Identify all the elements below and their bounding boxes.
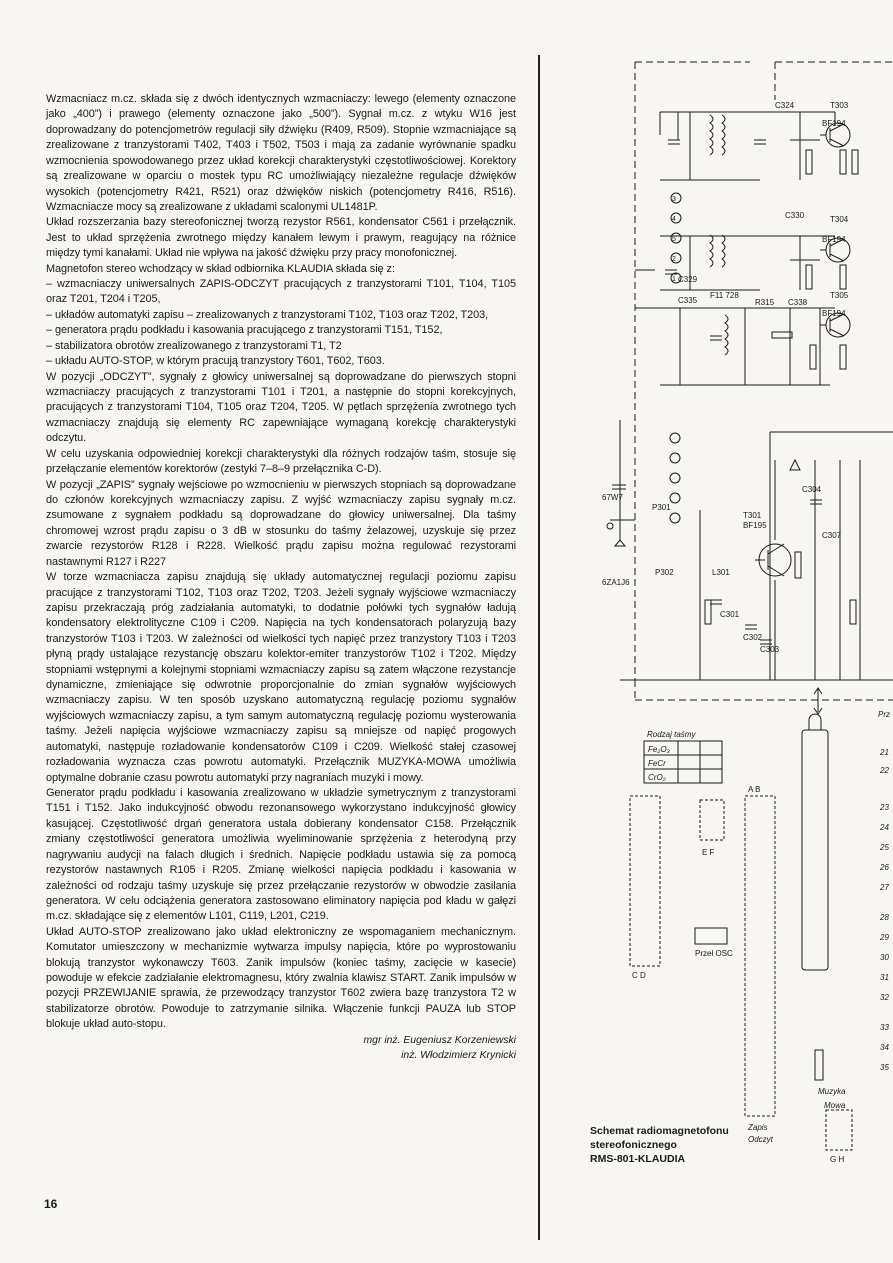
- transistor-label: T305: [830, 291, 849, 300]
- component-label: C303: [760, 645, 780, 654]
- component-label: C301: [720, 610, 740, 619]
- component-label: P302: [655, 568, 674, 577]
- component-label: F11 728: [710, 291, 739, 300]
- table-row-label: FeCr: [648, 759, 666, 768]
- switch-label: Muzyka: [818, 1087, 846, 1096]
- component-label: C324: [775, 101, 795, 110]
- switch-label: C D: [632, 971, 646, 980]
- component-label: C338: [788, 298, 808, 307]
- component-label: C302: [743, 633, 763, 642]
- pin-number: 32: [880, 993, 889, 1002]
- switch-label: A B: [748, 785, 761, 794]
- switch-label: Prz: [878, 710, 890, 719]
- pin-number: 34: [880, 1043, 889, 1052]
- table-row-label: CrO₂: [648, 773, 666, 782]
- terminal-label: 5: [672, 236, 676, 243]
- table-row-label: Fe₂O₃: [648, 745, 670, 754]
- component-label: 67W7: [602, 493, 623, 502]
- paragraph: Układ AUTO-STOP zrealizowano jako układ elektroniczny ze wspomaganiem mechanicznym. Komutator umieszczony w mechanizmie wytwarza impulsy napięcia, które po wyprostowaniu blokują tranzystor wykonawczy T603. Zanik impulsów (koniec taśmy, zacięcie w kasecie) powoduje w efekcie zadziałanie elektromagnesu, który zwalnia klawisz START. Zanik impulsów w pozycji PRZEWIJANIE sprawia, że przewodzący tranzystor T602 zwiera bazę tranzystora T2 w stabilizatorze obrotów. Powoduje to zatrzymanie silnika. Włączenie funkcji PAUZA lub STOP blokuje układ auto-stopu.: [46, 925, 516, 1031]
- frame-top: [635, 62, 893, 680]
- author-name: inż. Włodzimierz Krynicki: [401, 1050, 516, 1062]
- pin-number: 23: [880, 803, 889, 812]
- component-label: 6ZA1J6: [602, 578, 630, 587]
- list-item: – wzmacniaczy uniwersalnych ZAPIS-ODCZYT pracujących z tranzystorami T101, T104, T105 oraz T201, T204 i T205,: [46, 278, 516, 306]
- pin-number: 21: [880, 748, 889, 757]
- pin-number: 31: [880, 973, 889, 982]
- pin-number: 27: [880, 883, 889, 892]
- caption-line: RMS-801-KLAUDIA: [590, 1153, 686, 1166]
- pin-number: 33: [880, 1023, 889, 1032]
- caption-line: stereofonicznego: [590, 1139, 677, 1152]
- column-divider: [538, 55, 540, 1240]
- component-label: C307: [822, 531, 842, 540]
- terminal-label: 1: [672, 276, 676, 283]
- paragraph: W celu uzyskania odpowiedniej korekcji charakterystyki dla różnych rodzajów taśm, stosuje się przełączanie elementów korektorów (zestyki 7–8–9 przełącznika C-D).: [46, 447, 516, 476]
- component-label: C329: [678, 275, 698, 284]
- transistor-label: BF194: [822, 309, 846, 318]
- paragraph: W pozycji „ZAPIS” sygnały wejściowe po wzmocnieniu w pierwszych stopniach są doprowadzane do członów korekcyjnych wzmacniaczy zapisu. Z wyjść wzmacniaczy zapisu sygnały m.cz. zsumowane z sygnałem podkładu są doprowadzane do głowicy uniwersalnej. Dla taśmy chromowej wzrost prądu zapisu o 3 dB w stosunku do taśmy żelazowej, uzyskuje się przez zwarcie rezystorów R128 i R228. Wielkość prądu zapisu można regulować rezystorami nastawnymi R127 i R227: [46, 478, 516, 568]
- pin-number: 30: [880, 953, 889, 962]
- pin-number: 22: [880, 766, 889, 775]
- terminal-label: 3: [672, 196, 676, 203]
- pin-number: 35: [880, 1063, 889, 1072]
- pin-number: 24: [880, 823, 889, 832]
- author-name: mgr inż. Eugeniusz Korzeniewski: [363, 1034, 516, 1046]
- pin-number: 28: [880, 913, 889, 922]
- paragraph: Układ rozszerzania bazy stereofonicznej tworzą rezystor R561, kondensator C561 i przełącznik. Jest to układ sprzężenia zwrotnego między kanałem lewym i prawym, reagujący na różnice między tymi kanałami. Układ nie wpływa na jakość dźwięku przy pracy monofonicznej.: [46, 216, 516, 260]
- switch-label: Przeł OSC: [695, 949, 733, 958]
- list-item: – układu AUTO-STOP, w którym pracują tranzystory T601, T602, T603.: [46, 355, 385, 368]
- transistor-type: BF194: [822, 119, 846, 128]
- component-label: P301: [652, 503, 671, 512]
- figure-caption: [590, 1124, 780, 1167]
- table-title: Rodzaj taśmy: [647, 730, 696, 739]
- component-label: L301: [712, 568, 730, 577]
- switch-label: E F: [702, 848, 715, 857]
- terminal-label: 2: [672, 256, 676, 263]
- caption-line: Schemat radiomagnetofonu: [590, 1125, 729, 1137]
- switch-label: Odczyt: [748, 1135, 773, 1144]
- pin-number: 29: [880, 933, 889, 942]
- paragraph: Magnetofon stereo wchodzący w skład odbiornika KLAUDIA składa się z:: [46, 262, 395, 275]
- article-text: [46, 92, 516, 1064]
- list-item: – stabilizatora obrotów zrealizowanego z tranzystorami T1, T2: [46, 339, 342, 352]
- list-item: – układów automatyki zapisu – zrealizowanych z tranzystorami T102, T103 oraz T202, T203,: [46, 308, 489, 321]
- component-label: C304: [802, 485, 822, 494]
- paragraph: W pozycji „ODCZYT”, sygnały z głowicy uniwersalnej są doprowadzane do pierwszych stopni wzmacniaczy pracujących z tranzystorami T101 i T201, a następnie do stopni korekcyjnych, pracujących z tranzystorami T104, T105 oraz T204, T205. W pętlach sprzężenia zwrotnego tych wzmacniaczy znajdują się elementy RC zapewniające wymaganą korekcję charakterystyki odczytu.: [46, 370, 516, 445]
- switch-label: G H: [830, 1155, 845, 1164]
- transistor-label: BF195: [743, 521, 767, 530]
- component-label: C330: [785, 211, 805, 220]
- terminal-label: 4: [672, 216, 676, 223]
- transistor-label: T301: [743, 511, 762, 520]
- component-label: R315: [755, 298, 775, 307]
- author-signature: [46, 1033, 516, 1064]
- list-item: – generatora prądu podkładu i kasowania pracującego z tranzystorami T151, T152,: [46, 324, 443, 337]
- pin-number: 26: [880, 863, 889, 872]
- circuit-schematic: [560, 40, 893, 1220]
- page-number: 16: [44, 1197, 58, 1211]
- paragraph: Wzmacniacz m.cz. składa się z dwóch identycznych wzmacniaczy: lewego (elementy oznaczone jako „400”) i prawego (elementy oznaczone jako „500”). Sygnał m.cz. z wtyku W16 jest doprowadzany do potencjometrów regulacji siły dźwięku (R409, R509). Stopnie wzmacniające są zrealizowane z tranzystorami T402, T403 i T502, T503 i mają za zadanie wyrównanie spadku wzmocnienia spowodowanego przez układ korekcji charakterystyki częstotliwościowej. Korektory są zrealizowane w oparciu o mostek typu RC umożliwiający niezależne regulacje dźwięków wysokich (potencjometry R421, R521) oraz dźwięków niskich (potencjometry R416, R516). Wzmacniacze mocy są zrealizowane z układami scalonymi UL1481P.: [46, 93, 516, 213]
- switch-label: Mowa: [824, 1101, 846, 1110]
- component-label: C335: [678, 296, 698, 305]
- transistor-label: T304: [830, 215, 849, 224]
- transistor-label: T303: [830, 101, 849, 110]
- paragraph: Generator prądu podkładu i kasowania zrealizowano w układzie symetrycznym z tranzystorami T151 i T152. Jako indukcyjność obwodu rezonansowego wykorzystano indukcyjność głowicy kasującej. Częstotliwość drgań generatora ustala dobierany kondensator C158. Przełącznik zmiany częstotliwości generatora umożliwia wyeliminowanie sprzężenia z heterodyną przy nagrywaniu audycji na falach długich i średnich. Napięcie podkładu ustawia się za pomocą rezystorów nastawnych R105 i R205. Zmianę wielkości napięcia podkładu i kasowania w zależności od rodzaju taśmy uzyskuje się przez przełączanie rezystorów w obwodzie zasilania generatora. W celu odciążenia generatora zastosowano eliminatory napięcia pod kładu w gałęzi m.cz. składające się z elementów L101, C119, L201, C219.: [46, 786, 516, 923]
- pin-number: 25: [880, 843, 889, 852]
- switch-label: Zapis: [748, 1123, 768, 1132]
- paragraph: W torze wzmacniacza zapisu znajdują się układy automatycznej regulacji poziomu zapisu pracujące z tranzystorami T102, T103 oraz T202, T203. Jeżeli sygnały wyjściowe wzmacniaczy zapisu przekraczają próg zadziałania automatyki, to dodatnie połówki tych sygnałów ładują kondensatory elektrolityczne C109 i C209. Napięcia na tych kondensatorach polaryzują bazy tranzystorów T103 i T203. W zależności od wielkości tych napięć przez tranzystory T103 i T203 płyną prądy ustalające rezystancję obszaru kolektor-emiter tranzystorów T102 i T202. Między stopniami wstępnymi a kolejnymi stopniami wzmacniaczy zapisu są zatem włączone rezystancje dynamiczne, zmieniające się odwrotnie proporcjonalnie do zmian sygnałów wyjściowych wzmacniaczy zapisu. W ten sposób uzyskano automatyczną regulację poziomu sygnałów wyjściowych wzmacniaczy zapisu, a tym samym automatyczną regulację poziomu wysterowania taśmy. Jeżeli napięcia wyjściowe wzmacniaczy zapisu są mniejsze od napięć progowych automatyki, następuje rozładowanie kondensatorów C109 i C209. Wielkość stałej czasowej rozładowania wyznacza czas powrotu automatyki. Przełącznik MUZYKA-MOWA umożliwia optymalne dobranie czasu powrotu automatyki przy nagraniach muzyki i mowy.: [46, 571, 516, 784]
- transistor-label: BF194: [822, 235, 846, 244]
